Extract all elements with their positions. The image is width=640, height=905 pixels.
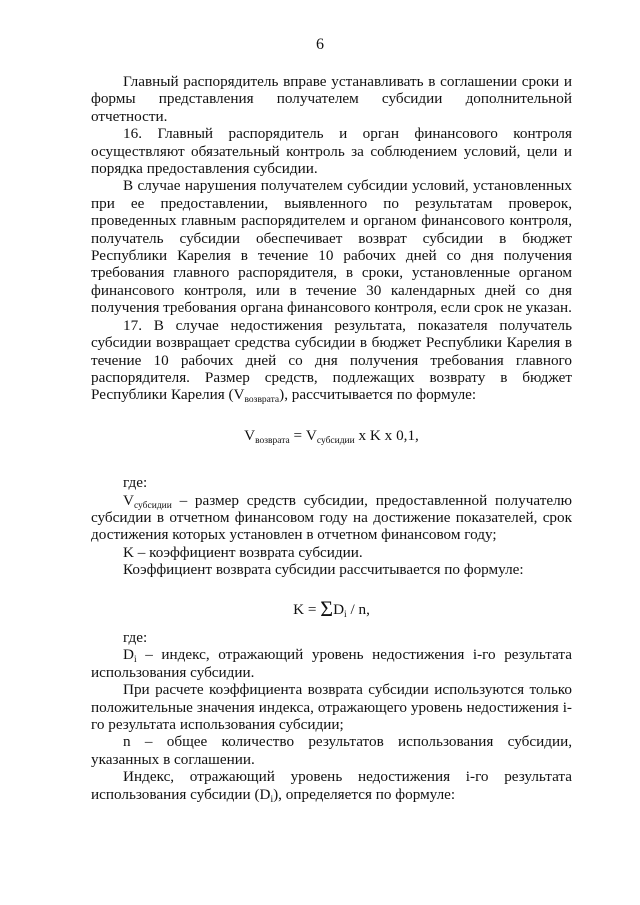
formula1-v: V	[244, 426, 256, 444]
p17-end: ), рассчитывается по формуле:	[279, 386, 477, 404]
paragraph-17-refund-formula-intro	[91, 317, 572, 404]
formula2-d: D	[333, 600, 345, 618]
document-body	[91, 73, 572, 803]
formula2-sub: i	[344, 609, 347, 620]
formula1-sub1: возврата	[255, 435, 290, 446]
where-label-1: где:	[123, 474, 148, 492]
where-label-2: где:	[123, 628, 148, 646]
paragraph-additional-reporting: Главный распорядитель вправе устанавливать в соглашении сроки и формы представления получателем субсидии дополнительной отчетности.	[91, 73, 572, 125]
p-di-sub: i	[270, 794, 274, 805]
def-d: D	[123, 646, 134, 664]
definition-di	[91, 646, 572, 681]
formula-coefficient	[91, 595, 572, 621]
p-di-end: ), определяется по формуле:	[273, 785, 456, 803]
formula-refund-amount	[91, 427, 572, 444]
paragraph-violation-refund: В случае нарушения получателем субсидии условий, установленных при ее предоставлении, выявленного по результатам проверок, проведенных главным распорядителем и органом финансового контроля, получатель субсидии обеспечивает возврат субсидии в бюджет Республики Карелия в течение 10 рабочих дней со дня получения требования главного распорядителя, в сроки, установленные органом финансового контроля, или в течение 30 календарных дней со дня получения требования органа финансового контроля, если срок не указан.	[91, 177, 572, 317]
formula2-start: K =	[293, 600, 321, 618]
definition-k: K – коэффициент возврата субсидии.	[123, 543, 363, 561]
def-v-text: – размер средств субсидии, предоставленной получателю субсидии в отчетном финансовом году на достижение показателей, срок достижения которых установлен в отчетном финансовом году;	[91, 491, 572, 544]
definition-n: n – общее количество результатов использования субсидии, указанных в соглашении.	[91, 733, 572, 768]
paragraph-di-formula-intro	[91, 768, 572, 803]
formula1-mid: = V	[289, 426, 317, 444]
formula1-end: x K x 0,1,	[354, 426, 419, 444]
def-d-text: – индекс, отражающий уровень недостижения i-го результата использования субсидии.	[91, 646, 572, 681]
def-v-sub: субсидии	[133, 500, 172, 511]
paragraph-k-formula-intro: Коэффициент возврата субсидии рассчитывается по формуле:	[123, 561, 524, 579]
def-d-sub: i	[133, 655, 137, 666]
paragraph-16-control: 16. Главный распорядитель и орган финансового контроля осуществляют обязательный контроль за соблюдением условий, цели и порядка предоставления субсидии.	[91, 125, 572, 178]
p17-text: 17. В случае недостижения результата, показателя получатель субсидии возвращает средства субсидии в бюджет Республики Карелия в течение 10 рабочих дней со дня получения требования главного распорядителя. Размер средств, подлежащих возврату в бюджет Республики Карелия (V	[91, 316, 572, 404]
formula2-end: / n,	[346, 600, 370, 618]
page-number: 6	[316, 36, 324, 53]
definition-v-subsidy	[91, 492, 572, 544]
p-di-text: Индекс, отражающий уровень недостижения i-го результата использования субсидии (D	[91, 768, 572, 803]
paragraph-positive-values: При расчете коэффициента возврата субсидии используются только положительные значения индекса, отражающего уровень недостижения i-го результата использования субсидии;	[91, 681, 572, 733]
p17-subscript: возврата	[244, 395, 280, 406]
sigma-symbol: Σ	[320, 595, 334, 621]
formula1-sub2: субсидии	[316, 435, 355, 446]
def-v: V	[123, 491, 134, 509]
